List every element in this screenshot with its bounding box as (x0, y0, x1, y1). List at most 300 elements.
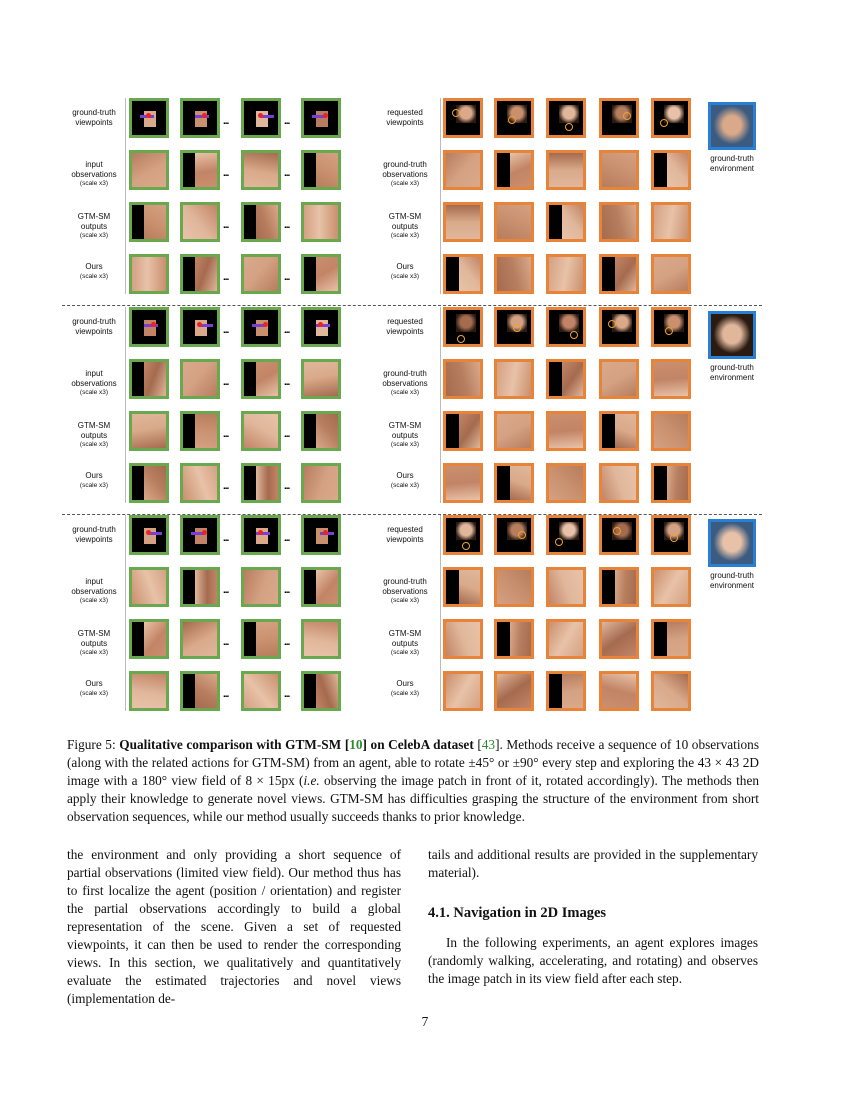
section-title: 4.1. Navigation in 2D Images (428, 905, 607, 921)
requested-viewpoint-marker (555, 538, 563, 546)
viewpoint-dot (318, 322, 323, 327)
left-row-label-1-1-line2: observations (71, 378, 117, 388)
observation-patch (602, 622, 636, 656)
observation-patch (549, 622, 583, 656)
right-tile (546, 202, 586, 242)
observation-patch (654, 205, 688, 239)
caption-text: Methods receive a sequence of 10 observations (along with the related actions for GTM-SM) from an agent, able to rotate ±45° or ±90° every step and exploring the 43 × 43 2D image with a 180° view field of 8 × 15px ( (67, 737, 760, 788)
observation-patch (132, 153, 166, 187)
observation-patch (497, 674, 531, 708)
left-tile (241, 463, 281, 503)
requested-viewpoint-marker (608, 320, 616, 328)
right-tile (546, 515, 586, 555)
right-row-label-0-1-line2: observations (382, 169, 428, 179)
observation-patch (244, 153, 278, 187)
observation-patch (132, 257, 166, 291)
observation-patch (446, 466, 480, 500)
ellipsis: ... (223, 429, 229, 440)
right-row-label-0-1-line1: ground-truth (383, 160, 427, 169)
ellipsis: ... (284, 272, 290, 283)
ellipsis: ... (223, 220, 229, 231)
right-tile (599, 150, 639, 190)
left-tile (129, 671, 169, 711)
right-row-label-0-3-sub: (scale x3) (390, 272, 420, 280)
ellipsis: ... (223, 585, 229, 596)
observation-patch (654, 257, 688, 291)
left-tile (180, 307, 220, 347)
left-tile (241, 98, 281, 138)
right-row-label-0-2-line2: outputs (391, 221, 419, 231)
observation-patch (132, 674, 166, 708)
viewpoint-dot (323, 113, 328, 118)
right-tile (651, 671, 691, 711)
observation-patch (615, 414, 636, 448)
left-tile (241, 359, 281, 399)
observation-patch (144, 466, 166, 500)
observation-patch (256, 622, 278, 656)
row-separator-left (125, 307, 126, 503)
left-row-label-0-0 (62, 108, 126, 127)
figure-5 (62, 96, 762, 721)
observation-patch (446, 362, 480, 396)
right-tile (494, 463, 534, 503)
observation-patch (316, 570, 338, 604)
right-tile (546, 619, 586, 659)
ground-truth-environment-image (708, 102, 756, 150)
left-row-label-2-2-line1: GTM-SM (77, 629, 111, 638)
observation-patch (497, 205, 531, 239)
left-row-label-1-3-sub: (scale x3) (79, 481, 109, 489)
right-row-label-1-2-line1: GTM-SM (388, 421, 422, 430)
ground-truth-environment-label: ground-truth environment (709, 154, 755, 173)
viewpoint-dot (197, 322, 202, 327)
viewpoint-dot (263, 322, 268, 327)
requested-viewpoint-marker (452, 109, 460, 117)
right-row-label-2-2-sub: (scale x3) (390, 649, 420, 656)
page-number: 7 (421, 1014, 429, 1029)
right-row-label-1-0-line1: requested (387, 317, 423, 326)
face-thumbnail (559, 314, 579, 332)
right-row-label-0-2-sub: (scale x3) (390, 232, 420, 239)
ellipsis: ... (284, 325, 290, 336)
observation-patch (602, 466, 636, 500)
observation-patch (316, 257, 338, 291)
left-tile (241, 515, 281, 555)
left-tile (129, 567, 169, 607)
requested-viewpoint-marker (508, 116, 516, 124)
right-tile (443, 463, 483, 503)
left-tile (301, 254, 341, 294)
left-row-label-0-3-sub: (scale x3) (79, 272, 109, 280)
left-tile (301, 671, 341, 711)
left-row-label-0-3-line1: Ours (85, 262, 103, 271)
right-tile (494, 359, 534, 399)
right-tile (599, 307, 639, 347)
ground-truth-environment-label: ground-truth environment (709, 363, 755, 382)
observation-patch (654, 362, 688, 396)
left-row-label-0-0-line2: viewpoints (75, 117, 113, 127)
observation-patch (497, 570, 531, 604)
right-tile (599, 202, 639, 242)
left-row-label-1-3-line1: Ours (85, 471, 103, 480)
requested-viewpoint-marker (670, 534, 678, 542)
left-row-label-2-1 (62, 577, 126, 606)
right-row-label-1-1-sub: (scale x3) (390, 389, 420, 396)
left-tile (301, 359, 341, 399)
left-row-label-1-1-line1: input (85, 369, 103, 378)
caption-title: Qualitative comparison with GTM-SM [ (119, 737, 350, 752)
left-tile (301, 98, 341, 138)
observation-patch (615, 570, 636, 604)
right-tile (546, 463, 586, 503)
right-tile (599, 254, 639, 294)
left-tile (241, 254, 281, 294)
right-tile (599, 671, 639, 711)
left-row-label-1-2-line1: GTM-SM (77, 421, 111, 430)
left-row-label-0-1 (62, 160, 126, 189)
requested-viewpoint-marker (665, 327, 673, 335)
left-tile (129, 254, 169, 294)
observation-patch (446, 674, 480, 708)
left-tile (180, 671, 220, 711)
row-separator-left (125, 98, 126, 294)
viewpoint-dot (202, 530, 207, 535)
left-row-label-0-2-sub: (scale x3) (79, 232, 109, 239)
left-tile (129, 359, 169, 399)
right-tile (443, 567, 483, 607)
observation-patch (510, 622, 531, 656)
right-tile (494, 307, 534, 347)
ellipsis: ... (223, 481, 229, 492)
right-row-label-0-0-line1: requested (387, 108, 423, 117)
right-tile (546, 671, 586, 711)
right-paragraph-1: tails and additional results are provided in the supplementary material). (428, 847, 758, 880)
viewpoint-dot (151, 322, 156, 327)
left-tile (180, 150, 220, 190)
right-tile (494, 202, 534, 242)
observation-patch (195, 674, 217, 708)
right-tile (494, 515, 534, 555)
observation-patch (446, 205, 480, 239)
face-thumbnail (456, 314, 476, 332)
left-tile (301, 619, 341, 659)
observation-patch (602, 674, 636, 708)
right-paragraph-2: In the following experiments, an agent explores images (randomly walking, accelerating, and rotating) and observes the image patch in its view field after each step. (428, 935, 758, 986)
viewpoint-dot (146, 113, 151, 118)
observation-patch (459, 414, 480, 448)
left-tile (129, 98, 169, 138)
block-separator (62, 305, 762, 306)
right-row-label-2-2-line2: outputs (391, 638, 419, 648)
observation-patch (183, 466, 217, 500)
requested-viewpoint-marker (565, 123, 573, 131)
left-tile (241, 307, 281, 347)
ellipsis: ... (284, 377, 290, 388)
right-tile (546, 359, 586, 399)
right-row-label-2-1-line2: observations (382, 586, 428, 596)
ellipsis: ... (284, 168, 290, 179)
right-row-label-1-1-line2: observations (382, 378, 428, 388)
observation-patch (304, 205, 338, 239)
viewpoint-dot (323, 530, 328, 535)
left-row-label-2-3-sub: (scale x3) (79, 689, 109, 697)
ellipsis: ... (284, 585, 290, 596)
right-tile (546, 150, 586, 190)
ellipsis: ... (223, 533, 229, 544)
right-row-label-2-3-line1: Ours (396, 679, 414, 688)
observation-patch (510, 466, 531, 500)
observation-patch (195, 570, 217, 604)
right-tile (443, 619, 483, 659)
ellipsis: ... (223, 325, 229, 336)
left-row-label-2-1-line1: input (85, 577, 103, 586)
right-row-label-1-1 (372, 369, 438, 398)
caption-cite-43[interactable]: 43 (481, 737, 496, 752)
right-row-label-2-1 (372, 577, 438, 606)
left-row-label-1-2 (62, 421, 126, 450)
left-row-label-0-1-line1: input (85, 160, 103, 169)
right-row-label-2-3 (372, 679, 438, 698)
right-row-label-2-1-line1: ground-truth (383, 577, 427, 586)
observation-patch (497, 257, 531, 291)
row-separator-left (125, 515, 126, 711)
observation-patch (132, 414, 166, 448)
ellipsis: ... (223, 168, 229, 179)
right-tile (494, 619, 534, 659)
observation-patch (316, 414, 338, 448)
right-row-label-1-3 (372, 471, 438, 490)
observation-patch (195, 257, 217, 291)
observation-patch (667, 622, 688, 656)
right-tile (494, 150, 534, 190)
left-tile (180, 411, 220, 451)
right-row-label-0-0 (372, 108, 438, 127)
left-row-label-1-0-line1: ground-truth (72, 317, 116, 326)
left-column (67, 846, 401, 1008)
observation-patch (562, 362, 583, 396)
left-row-label-1-1 (62, 369, 126, 398)
viewpoint-dot (258, 530, 263, 535)
right-row-label-1-0 (372, 317, 438, 336)
observation-patch (549, 570, 583, 604)
right-tile (651, 98, 691, 138)
right-tile (443, 202, 483, 242)
observation-patch (256, 205, 278, 239)
observation-patch (602, 153, 636, 187)
left-row-label-2-0-line1: ground-truth (72, 525, 116, 534)
left-row-label-2-0 (62, 525, 126, 544)
ground-truth-environment-image (708, 519, 756, 567)
face-thumbnail (559, 105, 579, 123)
left-row-label-1-2-sub: (scale x3) (79, 441, 109, 448)
observation-patch (183, 362, 217, 396)
left-tile (301, 567, 341, 607)
observation-patch (667, 466, 688, 500)
right-row-label-1-1-line1: ground-truth (383, 369, 427, 378)
right-row-label-1-3-line1: Ours (396, 471, 414, 480)
left-tile (301, 307, 341, 347)
observation-patch (195, 153, 217, 187)
observation-patch (304, 362, 338, 396)
right-tile (494, 411, 534, 451)
left-tile (241, 671, 281, 711)
requested-viewpoint-marker (570, 331, 578, 339)
observation-patch (654, 414, 688, 448)
observation-patch (497, 362, 531, 396)
right-row-label-2-1-sub: (scale x3) (390, 597, 420, 604)
face-thumbnail (456, 522, 476, 540)
left-tile (129, 463, 169, 503)
right-tile (494, 567, 534, 607)
requested-viewpoint-marker (462, 542, 470, 550)
left-tile (180, 515, 220, 555)
right-tile (443, 671, 483, 711)
observation-patch (244, 674, 278, 708)
right-tile (599, 411, 639, 451)
left-tile (180, 254, 220, 294)
left-tile (241, 411, 281, 451)
right-tile (651, 619, 691, 659)
right-tile (651, 515, 691, 555)
left-row-label-2-1-line2: observations (71, 586, 117, 596)
left-tile (301, 515, 341, 555)
observation-patch (654, 674, 688, 708)
left-tile (129, 515, 169, 555)
observation-patch (256, 466, 278, 500)
viewpoint-dot (146, 530, 151, 535)
left-row-label-2-1-sub: (scale x3) (79, 597, 109, 604)
observation-patch (316, 153, 338, 187)
observation-patch (497, 414, 531, 448)
right-row-label-1-2 (372, 421, 438, 450)
observation-patch (602, 362, 636, 396)
right-row-label-2-0 (372, 525, 438, 544)
left-row-label-2-2-line2: outputs (80, 638, 108, 648)
right-column (428, 846, 758, 988)
observation-patch (459, 570, 480, 604)
right-row-label-0-3 (372, 262, 438, 281)
right-row-label-0-2-line1: GTM-SM (388, 212, 422, 221)
ellipsis: ... (284, 481, 290, 492)
right-row-label-1-0-line2: viewpoints (386, 326, 424, 336)
ellipsis: ... (223, 689, 229, 700)
left-tile (129, 619, 169, 659)
observation-patch (244, 570, 278, 604)
right-tile (494, 254, 534, 294)
right-row-label-2-0-line1: requested (387, 525, 423, 534)
caption-label: Figure 5: (67, 737, 116, 752)
observation-patch (304, 466, 338, 500)
left-tile (129, 411, 169, 451)
right-tile (599, 619, 639, 659)
right-tile (599, 98, 639, 138)
requested-viewpoint-marker (660, 119, 668, 127)
right-tile (599, 359, 639, 399)
left-row-label-1-0-line2: viewpoints (75, 326, 113, 336)
left-tile (180, 202, 220, 242)
observation-patch (144, 362, 166, 396)
observation-patch (144, 205, 166, 239)
ground-truth-environment-image (708, 311, 756, 359)
right-tile (651, 411, 691, 451)
right-tile (546, 567, 586, 607)
right-tile (443, 515, 483, 555)
left-tile (301, 411, 341, 451)
caption-cite-10[interactable]: 10 (349, 737, 363, 752)
left-row-label-1-2-line2: outputs (80, 430, 108, 440)
observation-patch (316, 674, 338, 708)
left-tile (129, 307, 169, 347)
left-row-label-2-0-line2: viewpoints (75, 534, 113, 544)
right-row-label-2-2-line1: GTM-SM (388, 629, 422, 638)
ellipsis: ... (223, 116, 229, 127)
observation-patch (549, 466, 583, 500)
ellipsis: ... (223, 637, 229, 648)
left-tile (301, 150, 341, 190)
requested-viewpoint-marker (613, 527, 621, 535)
face-thumbnail (559, 522, 579, 540)
observation-patch (549, 257, 583, 291)
observation-patch (562, 674, 583, 708)
requested-viewpoint-marker (457, 335, 465, 343)
right-tile (651, 202, 691, 242)
observation-patch (195, 414, 217, 448)
viewpoint-dot (202, 113, 207, 118)
left-row-label-2-3 (62, 679, 126, 698)
left-row-label-0-2-line1: GTM-SM (77, 212, 111, 221)
left-tile (180, 98, 220, 138)
ellipsis: ... (284, 533, 290, 544)
left-row-label-2-2-sub: (scale x3) (79, 649, 109, 656)
right-tile (599, 463, 639, 503)
observation-patch (446, 622, 480, 656)
right-tile (651, 150, 691, 190)
ellipsis: ... (284, 116, 290, 127)
row-separator-right (440, 307, 441, 503)
right-tile (494, 98, 534, 138)
right-row-label-2-3-sub: (scale x3) (390, 689, 420, 697)
right-tile (599, 515, 639, 555)
right-row-label-0-1 (372, 160, 438, 189)
figure-caption: Figure 5: Qualitative comparison with GTM-SM [10] on CelebA dataset [43]. Methods receive a sequence of 10 observations (along with the related actions for GTM-SM) from an agent, able to rotate ±45° or ±90° every step and exploring the 43 × 43 2D image with a 180° view field of 8 × 15px (i.e. observing the image patch in front of it, rotated accordingly). The methods then apply their knowledge to generate novel views. GTM-SM has difficulties grasping the structure of the environment from short observation sequences, while our method usually succeeds thanks to prior knowledge. (67, 737, 760, 824)
right-tile (651, 567, 691, 607)
right-tile (546, 411, 586, 451)
ellipsis: ... (223, 272, 229, 283)
observation-patch (244, 414, 278, 448)
right-tile (651, 463, 691, 503)
left-tile (241, 619, 281, 659)
observation-patch (183, 622, 217, 656)
left-tile (241, 202, 281, 242)
right-tile (494, 671, 534, 711)
left-row-label-2-3-line1: Ours (85, 679, 103, 688)
observation-patch (615, 257, 636, 291)
left-tile (241, 567, 281, 607)
right-tile (443, 359, 483, 399)
right-tile (443, 254, 483, 294)
left-tile (180, 463, 220, 503)
right-tile (443, 411, 483, 451)
right-tile (546, 254, 586, 294)
ellipsis: ... (284, 220, 290, 231)
observation-patch (654, 570, 688, 604)
observation-patch (244, 257, 278, 291)
right-row-label-0-1-sub: (scale x3) (390, 180, 420, 187)
left-row-label-0-3 (62, 262, 126, 281)
ellipsis: ... (284, 429, 290, 440)
left-tile (301, 202, 341, 242)
left-row-label-1-3 (62, 471, 126, 490)
